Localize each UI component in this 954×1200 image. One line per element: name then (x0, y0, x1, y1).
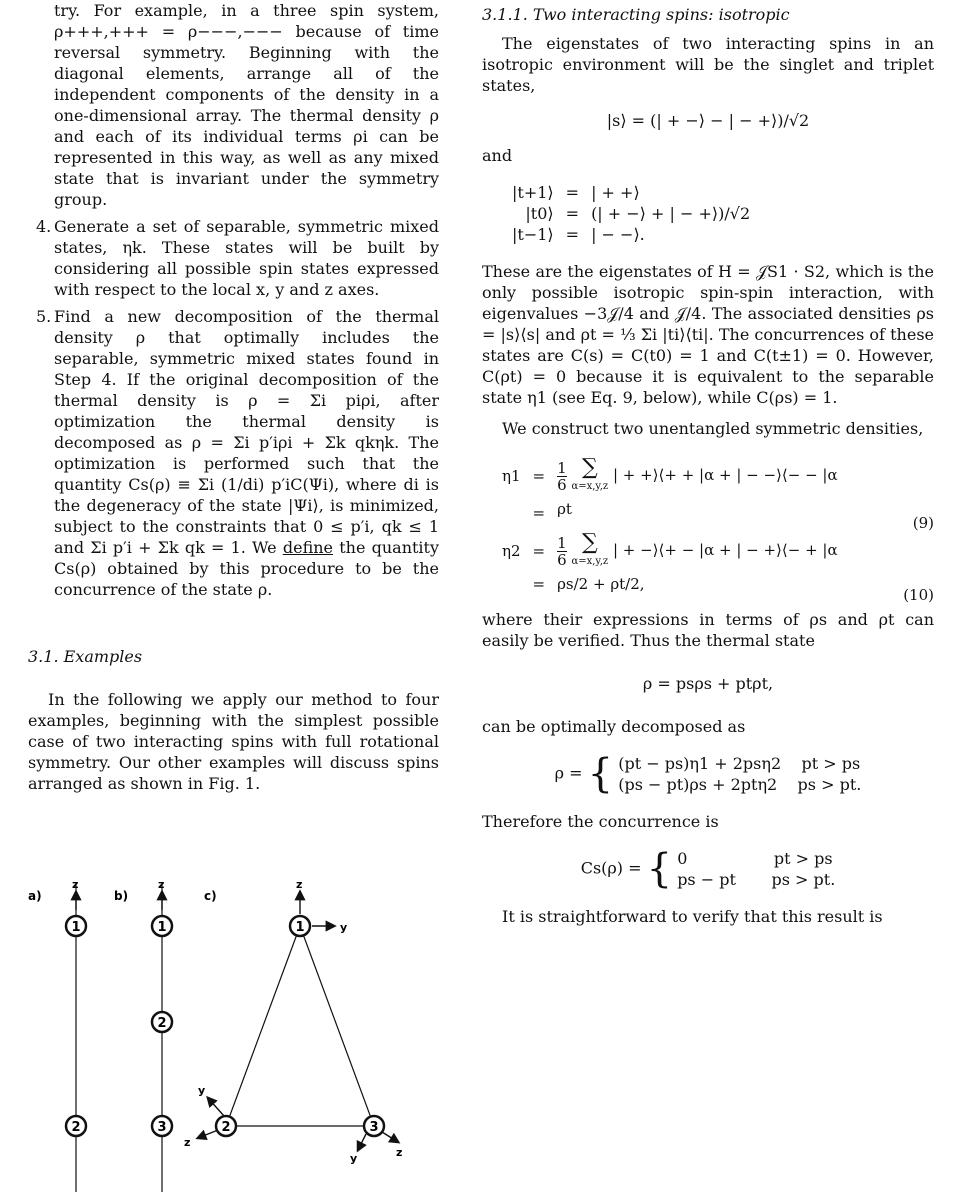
right-column (482, 0, 934, 927)
z-label-a: z (72, 880, 79, 891)
triplet-rhs: | + +⟩ (591, 183, 640, 202)
eta2-row (496, 528, 844, 574)
spin-2-c-label: 2 (221, 1120, 231, 1135)
equation-number-10: (10) (903, 586, 934, 604)
eta2-row2 (496, 574, 844, 595)
fraction-one-sixth (557, 460, 567, 493)
triplet-equations (506, 182, 756, 245)
intro-paragraph: The eigenstates of two interacting spins in an isotropic environment will be the singlet and triplet states, (482, 34, 934, 95)
spin-2-b-label: 2 (157, 1016, 167, 1031)
rho-case-2: (ps − pt)ρs + 2ptη2 ps > pt. (618, 775, 862, 794)
fraction-numerator: 1 (557, 533, 567, 552)
cs-case-1: 0 pt > ps (677, 849, 833, 868)
subsection-heading: 3.1.1. Two interacting spins: isotropic (482, 5, 790, 24)
equals-sign: = (565, 204, 580, 223)
triplet-row (506, 224, 756, 245)
z-label-c1: z (296, 880, 303, 891)
rho-decomposition (482, 753, 934, 795)
equals-sign: = (532, 466, 546, 485)
triplet-rhs: (| + −⟩ + | − +⟩)/√2 (591, 204, 751, 223)
cutoff-text: It is straightforward to verify that this result is (502, 907, 883, 926)
eta2-lhs: η2 (502, 541, 521, 560)
y-label-c2: y (198, 1084, 206, 1097)
z-label-b: z (158, 880, 165, 891)
y-label-c3: y (350, 1152, 358, 1165)
eta1-terms: | + +⟩⟨+ + |α + | − −⟩⟨− − |α (612, 466, 838, 484)
list-text-5a: Find a new decomposition of the thermal density ρ that optimally includes the separable, symmetric mixed states found in Step 4. If the original decomposition of the thermal density is ρ = Σi piρi, after optimization the thermal density is decomposed as ρ = Σi p′iρi + Σk qkηk. The optimization is performed such that the quantity Cs(ρ) ≡ Σi (1/di) p′iC(Ψi), where di is the degeneracy of the state |Ψi⟩, is minimized, subject to the constraints that 0 ≤ p′i, qk ≤ 1 and Σi p′i + Σk qk = 1. We (54, 307, 439, 557)
triangle (226, 926, 374, 1126)
eta1-line2: ρt (557, 500, 572, 518)
thermal-equation: ρ = psρs + ptρt, (642, 674, 774, 693)
panel-a-label: a) (28, 889, 42, 903)
concurrence-equation (482, 848, 934, 890)
figure-spin-arrangements (28, 880, 439, 1200)
panel-b-label: b) (114, 889, 129, 903)
equals-sign: = (532, 575, 546, 593)
z-label-c3: z (396, 1146, 403, 1159)
spin-3-b-label: 3 (157, 1120, 167, 1135)
equation-number-9: (9) (912, 514, 934, 532)
equals-sign: = (532, 504, 546, 522)
left-column (28, 0, 439, 1200)
fraction-numerator: 1 (557, 458, 567, 477)
spin-1-b-label: 1 (157, 920, 167, 935)
eta2-line2: ρs/2 + ρt/2, (557, 575, 645, 593)
spin-3-c-label: 3 (369, 1120, 379, 1135)
spin-2-a-label: 2 (71, 1120, 81, 1135)
spin-1-c-label: 1 (295, 920, 305, 935)
summation: ∑ α=x,y,z (571, 457, 608, 495)
z-label-c2: z (184, 1136, 191, 1149)
left-brace: { (587, 751, 614, 797)
triplet-row (506, 203, 756, 224)
list-text-4: Generate a set of separable, symmetric mixed states, ηk. These states will be built by considering all possible spin states expressed with respect to the local x, y and z axes. (54, 217, 439, 299)
where-paragraph: where their expressions in terms of ρs and ρt can easily be verified. Thus the thermal state (482, 610, 934, 650)
and-text: and (482, 146, 513, 165)
triplet-lhs: |t0⟩ (525, 204, 554, 223)
list-text-5-define: define (282, 538, 334, 557)
rho-lhs: ρ = (554, 763, 583, 783)
list-item-5 (28, 306, 439, 600)
fraction-denominator: 6 (557, 475, 567, 494)
list-text-5b: the quantity Cs(ρ) obtained by this procedure to be the concurrence of the state ρ. (54, 538, 440, 599)
triplet-row (506, 182, 756, 203)
construct-paragraph: We construct two unentangled symmetric densities, (502, 419, 924, 438)
eta1-lhs: η1 (502, 466, 521, 485)
z-arrow-c2 (198, 1130, 218, 1138)
examples-paragraph: In the following we apply our method to four examples, beginning with the simplest possible case of two interacting spins with full rotational symmetry. Our other examples will discuss spins arranged as shown in Fig. 1. (28, 690, 439, 793)
eta-equations (482, 453, 934, 604)
left-brace: { (646, 846, 673, 892)
cs-case-2: ps − pt ps > pt. (677, 870, 836, 889)
sum-subscript: α=x,y,z (571, 556, 609, 567)
triplet-lhs: |t−1⟩ (512, 225, 554, 244)
eta1-row (496, 453, 844, 499)
eta2-terms: | + −⟩⟨+ − |α + | − +⟩⟨− + |α (612, 541, 838, 559)
equals-sign: = (565, 225, 580, 244)
cs-lhs: Cs(ρ) = (580, 858, 642, 878)
list-number-4: 4. (36, 217, 52, 236)
list-item-4 (28, 216, 439, 300)
y-arrow-c3 (358, 1134, 366, 1150)
equals-sign: = (565, 183, 580, 202)
spin-1-a-label: 1 (71, 920, 81, 935)
summation: ∑ α=x,y,z (571, 532, 608, 570)
singlet-equation: |s⟩ = (| + −⟩ − | − +⟩)/√2 (606, 111, 810, 130)
fraction-denominator: 6 (557, 550, 567, 569)
y-arrow-c2 (208, 1098, 224, 1116)
optimally-text: can be optimally decomposed as (482, 717, 746, 736)
panel-c-label: c) (204, 889, 217, 903)
section-heading: 3.1. Examples (28, 647, 143, 666)
sum-subscript: α=x,y,z (571, 481, 609, 492)
eta1-row2 (496, 499, 844, 528)
list-number-5: 5. (36, 307, 52, 326)
rho-case-1: (pt − ps)η1 + 2psη2 pt > ps (618, 754, 861, 773)
fraction-one-sixth (557, 535, 567, 568)
therefore-text: Therefore the concurrence is (482, 812, 719, 831)
triplet-lhs: |t+1⟩ (512, 183, 554, 202)
eigenstates-paragraph: These are the eigenstates of H = 𝒥S1 · S2, which is the only possible isotropic spin-spin interaction, with eigenvalues −3𝒥/4 and 𝒥/4. The associated densities ρs = |s⟩⟨s| and ρt = ⅓ Σi |ti⟩⟨ti|. The concurrences of these states are C(s) = C(t0) = 1 and C(t±1) = 0. However, C(ρt) = 0 because it is equivalent to the separable state η1 (see Eq. 9, below), while C(ρs) = 1. (482, 262, 934, 407)
paragraph-continued: try. For example, in a three spin system, ρ+++,+++ = ρ−−−,−−− because of time reversal symmetry. Beginning with the diagonal elements, arrange all of the independent components of the density in a one-dimensional array. The thermal density ρ and each of its individual terms ρi can be represented in this way, as well as any mixed state that is invariant under the symmetry group. (54, 1, 439, 209)
triplet-rhs: | − −⟩. (591, 225, 645, 244)
y-label-c1: y (340, 921, 348, 934)
equals-sign: = (532, 541, 546, 560)
